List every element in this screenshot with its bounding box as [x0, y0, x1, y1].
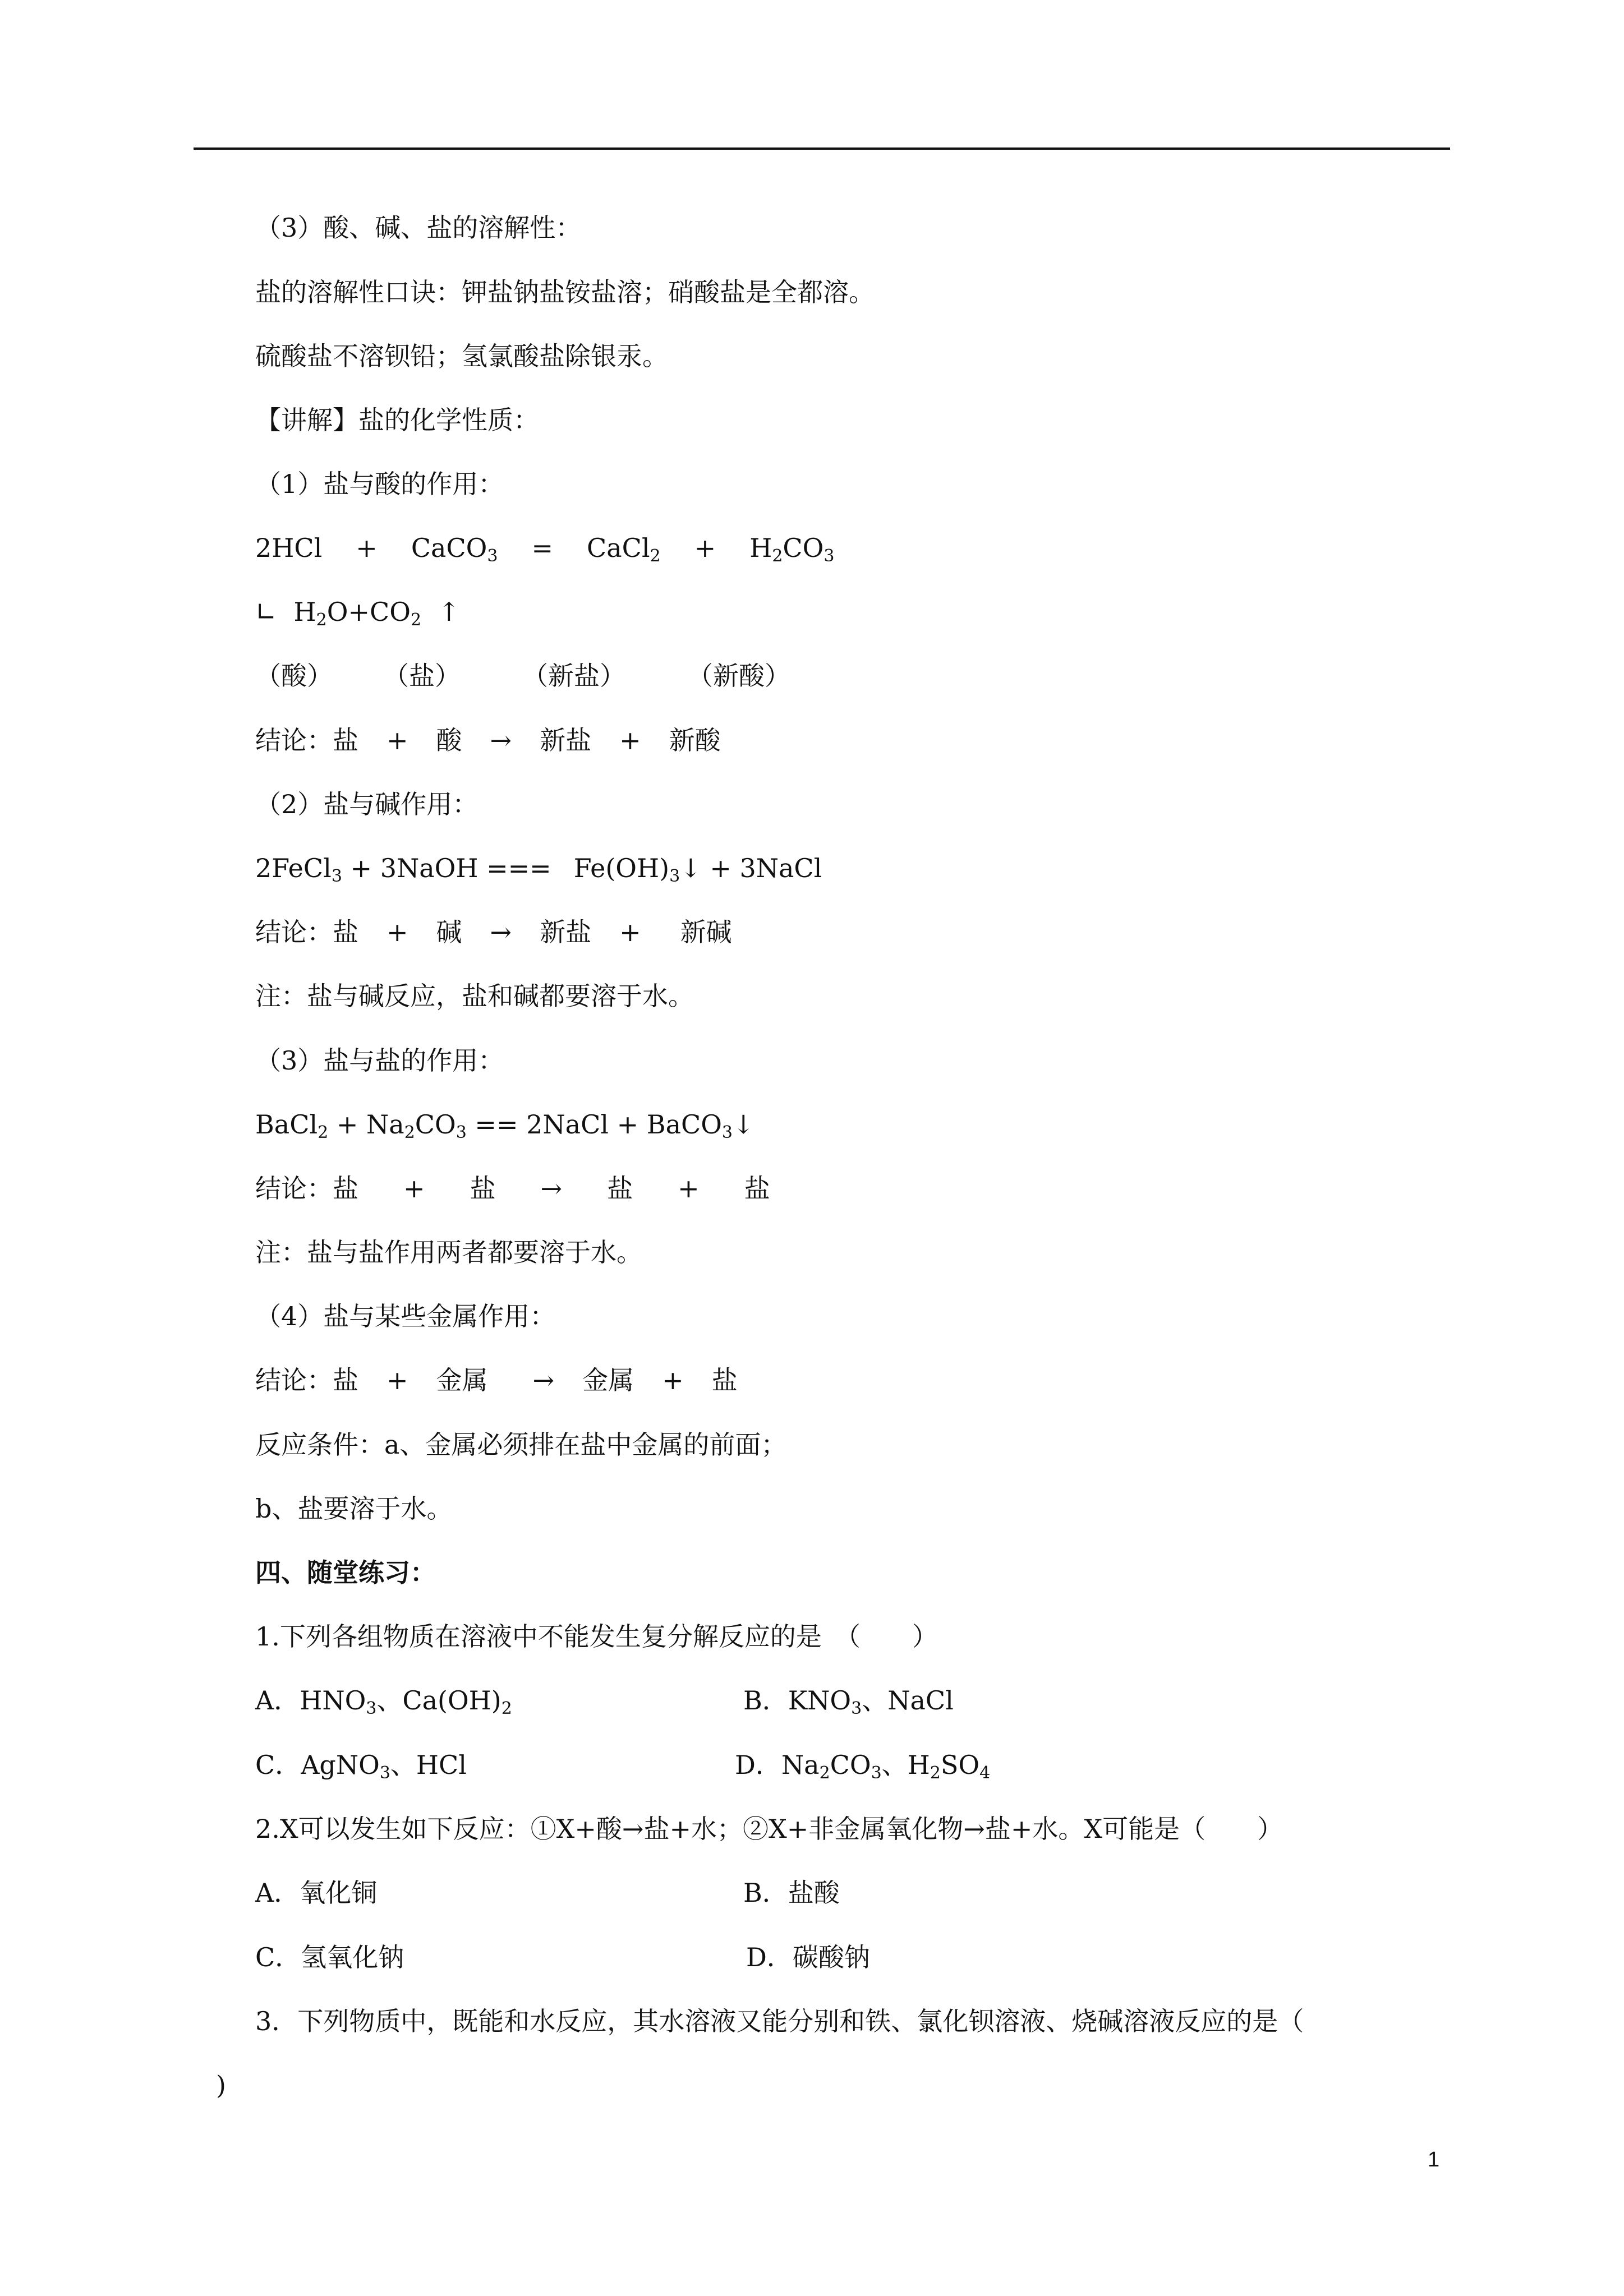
section-solubility-heading: （3）酸、碱、盐的溶解性： — [255, 213, 582, 243]
equation-decomposition: ∟ $H_2O+CO_2$ ↑ — [255, 597, 460, 630]
label-salt: （盐） — [383, 661, 461, 691]
equation-salt-acid: 2HCl + CaCO$_3$ = CaCl$_2$ + $H_2CO_3$ — [255, 533, 835, 566]
question-2-option-c: C．氢氧化钠 — [255, 1942, 404, 1972]
conclusion-salt-salt: 结论：盐 + 盐 → 盐 + 盐 — [255, 1173, 770, 1204]
salt-acid-heading: （1）盐与酸的作用： — [255, 469, 504, 499]
question-1-option-d: D．$Na_2CO_3$、$H_2SO_4$ — [735, 1750, 991, 1783]
conclusion-salt-metal: 结论：盐 + 金属 → 金属 + 盐 — [255, 1365, 738, 1395]
header-rule — [194, 147, 1450, 150]
question-2-option-a: A．氧化铜 — [255, 1878, 378, 1908]
question-3-continuation: ) — [216, 2070, 226, 2100]
question-2-option-b: B．盐酸 — [743, 1878, 840, 1908]
question-1-option-c: C．AgNO$_3$、HCl — [255, 1750, 467, 1783]
salt-metal-heading: （4）盐与某些金属作用： — [255, 1301, 556, 1331]
solubility-rhyme-1: 盐的溶解性口诀：钾盐钠盐铵盐溶；硝酸盐是全都溶。 — [255, 277, 875, 307]
equation-labels — [255, 659, 790, 693]
note-salt-base: 注：盐与碱反应，盐和碱都要溶于水。 — [255, 981, 694, 1011]
label-new-salt: （新盐） — [522, 661, 625, 691]
reaction-condition-a: 反应条件：a、金属必须排在盐中金属的前面； — [255, 1430, 787, 1460]
reaction-condition-b: b、盐要溶于水。 — [255, 1493, 453, 1524]
question-3: 3．下列物质中，既能和水反应，其水溶液又能分别和铁、氯化钡溶液、烧碱溶液反应的是（ — [255, 2006, 1304, 2036]
label-new-acid: （新酸） — [687, 661, 790, 691]
question-1: 1.下列各组物质在溶液中不能发生复分解反应的是 （ ） — [255, 1621, 938, 1652]
question-1-options-ab: A．$HNO_3$、$Ca(OH)_2$ — [255, 1685, 512, 1718]
salt-base-heading: （2）盐与碱作用： — [255, 789, 479, 819]
question-1-option-b: B．$KNO_3$、NaCl — [743, 1685, 954, 1718]
label-acid: （酸） — [255, 661, 333, 691]
salt-salt-heading: （3）盐与盐的作用： — [255, 1045, 504, 1076]
conclusion-salt-base: 结论：盐 + 碱 → 新盐 + 新碱 — [255, 917, 732, 947]
equation-salt-salt: BaCl$_2$ + $Na_2CO_3$ == 2NaCl + BaCO$_3$↓ — [255, 1109, 755, 1142]
conclusion-salt-acid: 结论：盐 + 酸 → 新盐 + 新酸 — [255, 725, 721, 755]
note-salt-salt: 注：盐与盐作用两者都要溶于水。 — [255, 1237, 642, 1267]
question-2: 2.X可以发生如下反应：①X+酸→盐+水；②X+非金属氧化物→盐+水。X可能是（ ） — [255, 1814, 1283, 1844]
solubility-rhyme-2: 硫酸盐不溶钡铅；氢氯酸盐除银汞。 — [255, 341, 668, 371]
lecture-heading: 【讲解】盐的化学性质： — [255, 405, 539, 435]
page-number: 1 — [1428, 2148, 1440, 2171]
question-2-option-d: D．碳酸钠 — [746, 1942, 870, 1972]
equation-salt-base: 2FeCl$_3$ + 3NaOH === $Fe(OH)_3↓$ + 3NaCl — [255, 853, 822, 886]
practice-heading: 四、随堂练习： — [255, 1557, 436, 1588]
